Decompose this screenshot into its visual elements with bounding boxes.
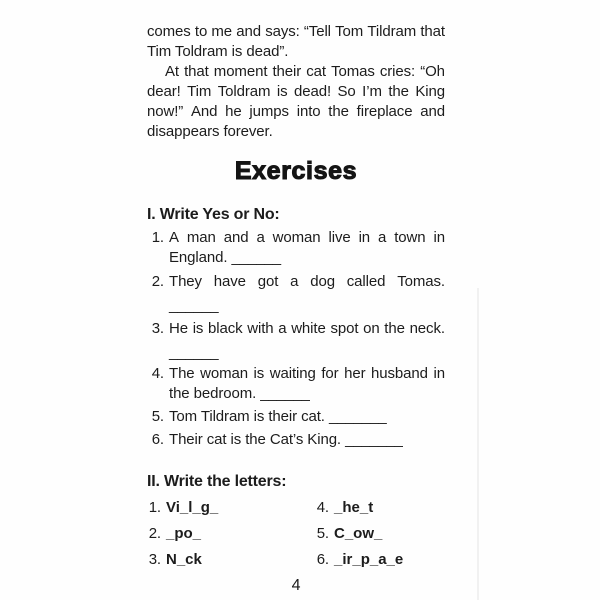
letters-item-5 — [315, 524, 382, 544]
exercises-heading: Exercises — [234, 157, 358, 185]
answer-blank: ______ — [169, 344, 219, 361]
question-text-with-blank: Tom Tildram is their cat. _______ — [169, 408, 387, 425]
story-line: comes to me and says: “Tell Tom Tildram that — [147, 23, 445, 40]
letters-item-3 — [147, 550, 315, 570]
item-number: 2. — [151, 273, 164, 290]
section1-heading: I. Write Yes or No: — [147, 206, 280, 223]
gapped-word: _he_t — [334, 499, 374, 516]
gapped-word: Vi_l_g_ — [166, 499, 219, 516]
letters-item-6 — [315, 550, 403, 570]
story-line: dear! Tim Toldram is dead! So I’m the King — [147, 83, 445, 100]
question-item-5 — [147, 407, 445, 427]
question-text: He is black with a white spot on the neck. — [169, 320, 445, 337]
letters-row — [147, 524, 445, 544]
story-line: Tim Toldram is dead”. — [147, 43, 289, 60]
letters-item-1 — [147, 498, 315, 518]
page-content — [147, 22, 445, 596]
item-number: 4. — [151, 365, 164, 382]
gapped-word: N_ck — [166, 551, 202, 568]
section2-heading: II. Write the letters: — [147, 473, 287, 490]
item-number: 3. — [148, 551, 161, 568]
item-number: 1. — [148, 499, 161, 516]
story-line: now!” And he jumps into the fireplace and — [147, 103, 445, 120]
question-text-with-blank: England. ______ — [169, 249, 281, 266]
item-number: 5. — [316, 525, 329, 542]
gapped-word: _po_ — [166, 525, 202, 542]
item-number: 1. — [151, 229, 164, 246]
letters-item-2 — [147, 524, 315, 544]
story-paragraph-1 — [147, 22, 445, 62]
question-text-with-blank: the bedroom. ______ — [169, 385, 310, 402]
item-number: 6. — [151, 431, 164, 448]
question-item-1 — [147, 228, 445, 268]
letters-row — [147, 498, 445, 518]
letters-item-4 — [315, 498, 373, 518]
item-number: 6. — [316, 551, 329, 568]
question-item-2 — [147, 272, 445, 316]
item-number: 4. — [316, 499, 329, 516]
yes-no-question-list — [147, 228, 445, 450]
question-text: They have got a dog called Tomas. — [169, 273, 445, 290]
item-number: 2. — [148, 525, 161, 542]
question-item-4 — [147, 364, 445, 404]
gapped-word: C_ow_ — [334, 525, 383, 542]
question-text: A man and a woman live in a town in — [169, 229, 445, 246]
story-line: At that moment their cat Tomas cries: “Oh — [165, 63, 445, 80]
question-item-6 — [147, 430, 445, 450]
gapped-word: _ir_p_a_e — [334, 551, 404, 568]
story-paragraph-2 — [147, 62, 445, 142]
scan-crease-artifact — [477, 288, 479, 600]
story-line: disappears forever. — [147, 123, 273, 140]
question-item-3 — [147, 319, 445, 363]
question-text: The woman is waiting for her husband in — [169, 365, 445, 382]
page-number: 4 — [291, 577, 301, 594]
item-number: 5. — [151, 408, 164, 425]
letters-exercise — [147, 498, 445, 570]
question-text-with-blank: Their cat is the Cat’s King. _______ — [169, 431, 403, 448]
item-number: 3. — [151, 320, 164, 337]
letters-row — [147, 550, 445, 570]
answer-blank: ______ — [169, 297, 219, 314]
